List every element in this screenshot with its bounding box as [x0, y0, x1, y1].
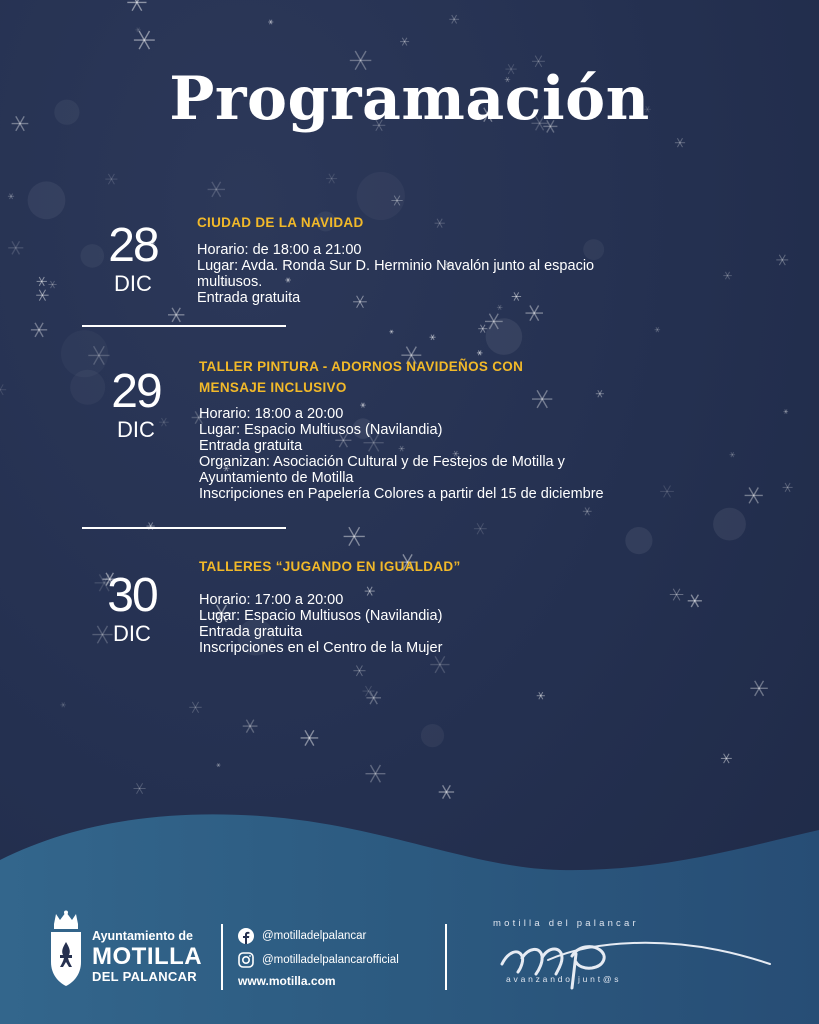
snowflake-icon: [353, 666, 365, 677]
snowflake-icon: [449, 15, 459, 24]
snowflake-icon: [745, 488, 763, 504]
snowflake-icon: [366, 765, 386, 782]
footer: [0, 910, 819, 1000]
bokeh-light: [713, 508, 746, 541]
snowflake-icon: [0, 384, 6, 395]
ayuntamiento-name: MOTILLA: [92, 942, 203, 970]
social-links: [238, 926, 399, 988]
event-title: TALLER PINTURA - ADORNOS NAVIDEÑOS CON: [199, 359, 524, 374]
snowflake-icon: [583, 508, 592, 516]
event-line: Entrada gratuita: [197, 290, 301, 306]
event-date: [77, 569, 187, 646]
snowflake-icon: [243, 720, 258, 733]
bokeh-light: [28, 181, 66, 219]
event-date: [78, 219, 188, 296]
facebook-link[interactable]: [238, 926, 399, 946]
snowflake-icon: [783, 483, 793, 492]
instagram-link[interactable]: [238, 950, 399, 970]
event-month: DIC: [113, 621, 151, 646]
page-title: Programación: [169, 64, 650, 134]
snowflake-icon: [8, 194, 14, 199]
snowflake-icon: [366, 692, 381, 705]
event-day: 29: [111, 365, 161, 418]
coat-of-arms-icon: [48, 910, 84, 988]
brand-logo: [488, 918, 778, 998]
ayuntamiento-top: Ayuntamiento de: [92, 929, 193, 943]
event-day: 28: [108, 219, 158, 272]
website-link[interactable]: www.motilla.com: [238, 974, 336, 988]
snowflake-icon: [474, 523, 487, 534]
event-line: Horario: de 18:00 a 21:00: [197, 242, 362, 258]
snowflake-icon: [430, 335, 436, 340]
snowflake-icon: [301, 730, 319, 745]
event-info: [199, 356, 604, 502]
snowflake-icon: [216, 763, 220, 767]
brand-bottom-text: avanzando junt@s: [506, 974, 622, 984]
snowflake-icon: [400, 38, 409, 46]
snowflake-icon: [660, 486, 674, 498]
event-line: Lugar: Avda. Ronda Sur D. Herminio Navalón junto al espacio: [197, 258, 595, 274]
snowflake-icon: [723, 272, 732, 279]
event-line: Inscripciones en Papelería Colores a partir del 15 de diciembre: [199, 486, 604, 502]
snowflake-icon: [430, 656, 449, 673]
vertical-separator: [221, 924, 223, 990]
event-line: Inscripciones en el Centro de la Mujer: [199, 640, 443, 656]
snowflake-icon: [721, 754, 732, 763]
bokeh-light: [625, 527, 652, 554]
snowflake-icon: [189, 702, 202, 713]
event-title: CIUDAD DE LA NAVIDAD: [197, 215, 364, 230]
snowflake-icon: [134, 31, 155, 49]
divider: [82, 325, 286, 327]
event-line: Lugar: Espacio Multiusos (Navilandia): [199, 422, 443, 438]
event-day: 30: [107, 569, 157, 622]
event-info: [197, 212, 594, 306]
event-month: DIC: [114, 271, 152, 296]
snowflake-icon: [688, 595, 702, 607]
snowflake-icon: [537, 692, 545, 699]
event-line: Entrada gratuita: [199, 438, 303, 454]
ayuntamiento-sub: DEL PALANCAR: [92, 968, 197, 984]
event-line: multiusos.: [197, 274, 263, 290]
brand-top-text: motilla del palancar: [493, 918, 639, 929]
ayuntamiento-logo-text: [92, 930, 217, 983]
bokeh-light: [421, 724, 444, 747]
vertical-separator: [445, 924, 447, 990]
snowflake-icon: [31, 323, 47, 337]
snowflake-icon: [344, 527, 365, 546]
snowflake-icon: [363, 686, 375, 696]
snowflake-icon: [48, 281, 56, 288]
instagram-icon: [238, 952, 254, 968]
snowflake-icon: [478, 325, 487, 333]
facebook-icon: [238, 928, 254, 944]
snowflake-icon: [8, 241, 23, 254]
snowflake-icon: [168, 308, 184, 322]
event-line: Organizan: Asociación Cultural y de Festejos de Motilla y: [199, 454, 565, 470]
event-line: Ayuntamiento de Motilla: [199, 470, 354, 486]
event-date: [81, 365, 191, 442]
snowflake-icon: [750, 681, 767, 696]
event-month: DIC: [117, 417, 155, 442]
event-line: Horario: 17:00 a 20:00: [199, 592, 344, 608]
event-line: Horario: 18:00 a 20:00: [199, 406, 344, 422]
snowflake-icon: [776, 255, 788, 265]
snowflake-icon: [36, 290, 48, 301]
snowflake-icon: [784, 410, 789, 414]
snowflake-icon: [326, 174, 337, 184]
snowflake-icon: [389, 330, 393, 334]
snowflake-icon: [105, 174, 117, 184]
event-title: MENSAJE INCLUSIVO: [199, 380, 347, 395]
divider: [82, 527, 286, 529]
snowflake-icon: [730, 452, 736, 457]
facebook-handle: @motilladelpalancar: [262, 930, 367, 942]
instagram-handle: @motilladelpalancarofficial: [262, 954, 399, 966]
snowflake-icon: [268, 20, 273, 24]
event-line: Lugar: Espacio Multiusos (Navilandia): [199, 608, 443, 624]
event-info: [199, 556, 461, 656]
event-title: TALLERES “JUGANDO EN IGUALDAD”: [199, 559, 461, 574]
snowflake-icon: [37, 277, 47, 286]
snowflake-icon: [208, 182, 225, 197]
snowflake-icon: [670, 589, 684, 601]
snowflake-icon: [477, 351, 483, 356]
snowflake-icon: [675, 138, 685, 147]
snowflake-icon: [526, 306, 544, 321]
event-line: Entrada gratuita: [199, 624, 303, 640]
snowflake-icon: [60, 703, 66, 708]
bokeh-light: [486, 318, 523, 355]
snowflake-icon: [655, 327, 661, 332]
snowflake-icon: [127, 0, 146, 11]
